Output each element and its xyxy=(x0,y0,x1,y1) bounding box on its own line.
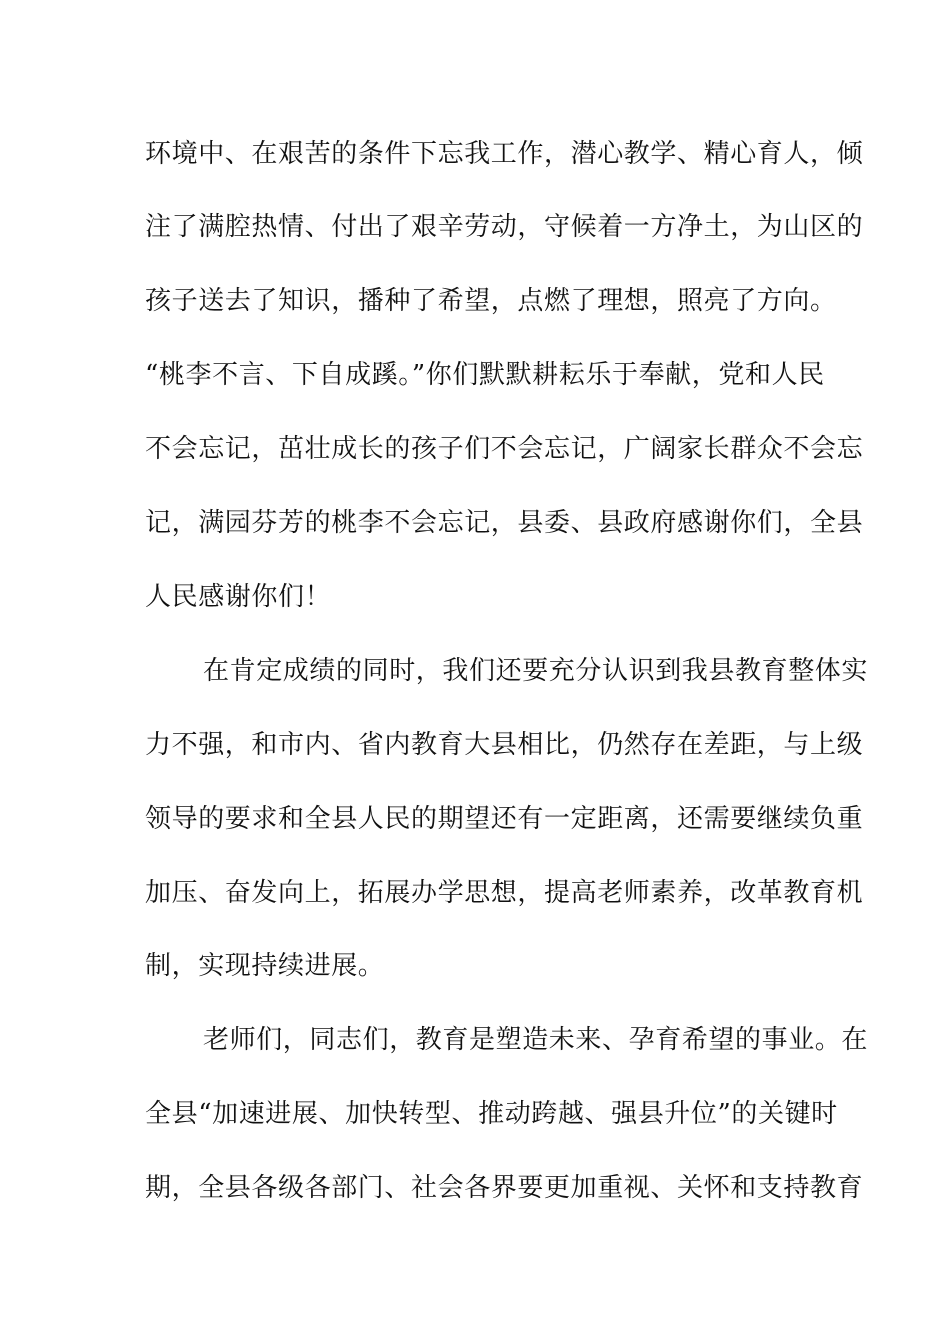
text-line: 孩子送去了知识，播种了希望，点燃了理想，照亮了方向。 xyxy=(145,286,837,316)
text-line: 期，全县各级各部门、社会各界要更加重视、关怀和支持教育 xyxy=(145,1173,864,1203)
text-line: 全县“加速进展、加快转型、推动跨越、强县升位”的关键时 xyxy=(145,1099,838,1129)
text-line: 领导的要求和全县人民的期望还有一定距离，还需要继续负重 xyxy=(145,804,864,834)
text-line: 注了满腔热情、付出了艰辛劳动，守候着一方净土，为山区的 xyxy=(145,212,864,242)
text-line: 记，满园芬芳的桃李不会忘记，县委、县政府感谢你们，全县 xyxy=(145,508,864,538)
text-line: 力不强，和市内、省内教育大县相比，仍然存在差距，与上级 xyxy=(145,730,864,760)
text-line: “桃李不言、下自成蹊。”你们默默耕耘乐于奉献，党和人民 xyxy=(145,360,825,390)
paragraph-first-line: 老师们，同志们，教育是塑造未来、孕育希望的事业。在 xyxy=(203,1025,869,1055)
text-line: 加压、奋发向上，拓展办学思想，提高老师素养，改革教育机 xyxy=(145,878,864,908)
text-line: 人民感谢你们！ xyxy=(145,582,332,612)
paragraph-first-line: 在肯定成绩的同时，我们还要充分认识到我县教育整体实 xyxy=(203,656,869,686)
text-line: 不会忘记，茁壮成长的孩子们不会忘记，广阔家长群众不会忘 xyxy=(145,434,864,464)
text-line: 环境中、在艰苦的条件下忘我工作，潜心教学、精心育人，倾 xyxy=(145,139,864,169)
text-line: 制，实现持续进展。 xyxy=(145,951,385,981)
